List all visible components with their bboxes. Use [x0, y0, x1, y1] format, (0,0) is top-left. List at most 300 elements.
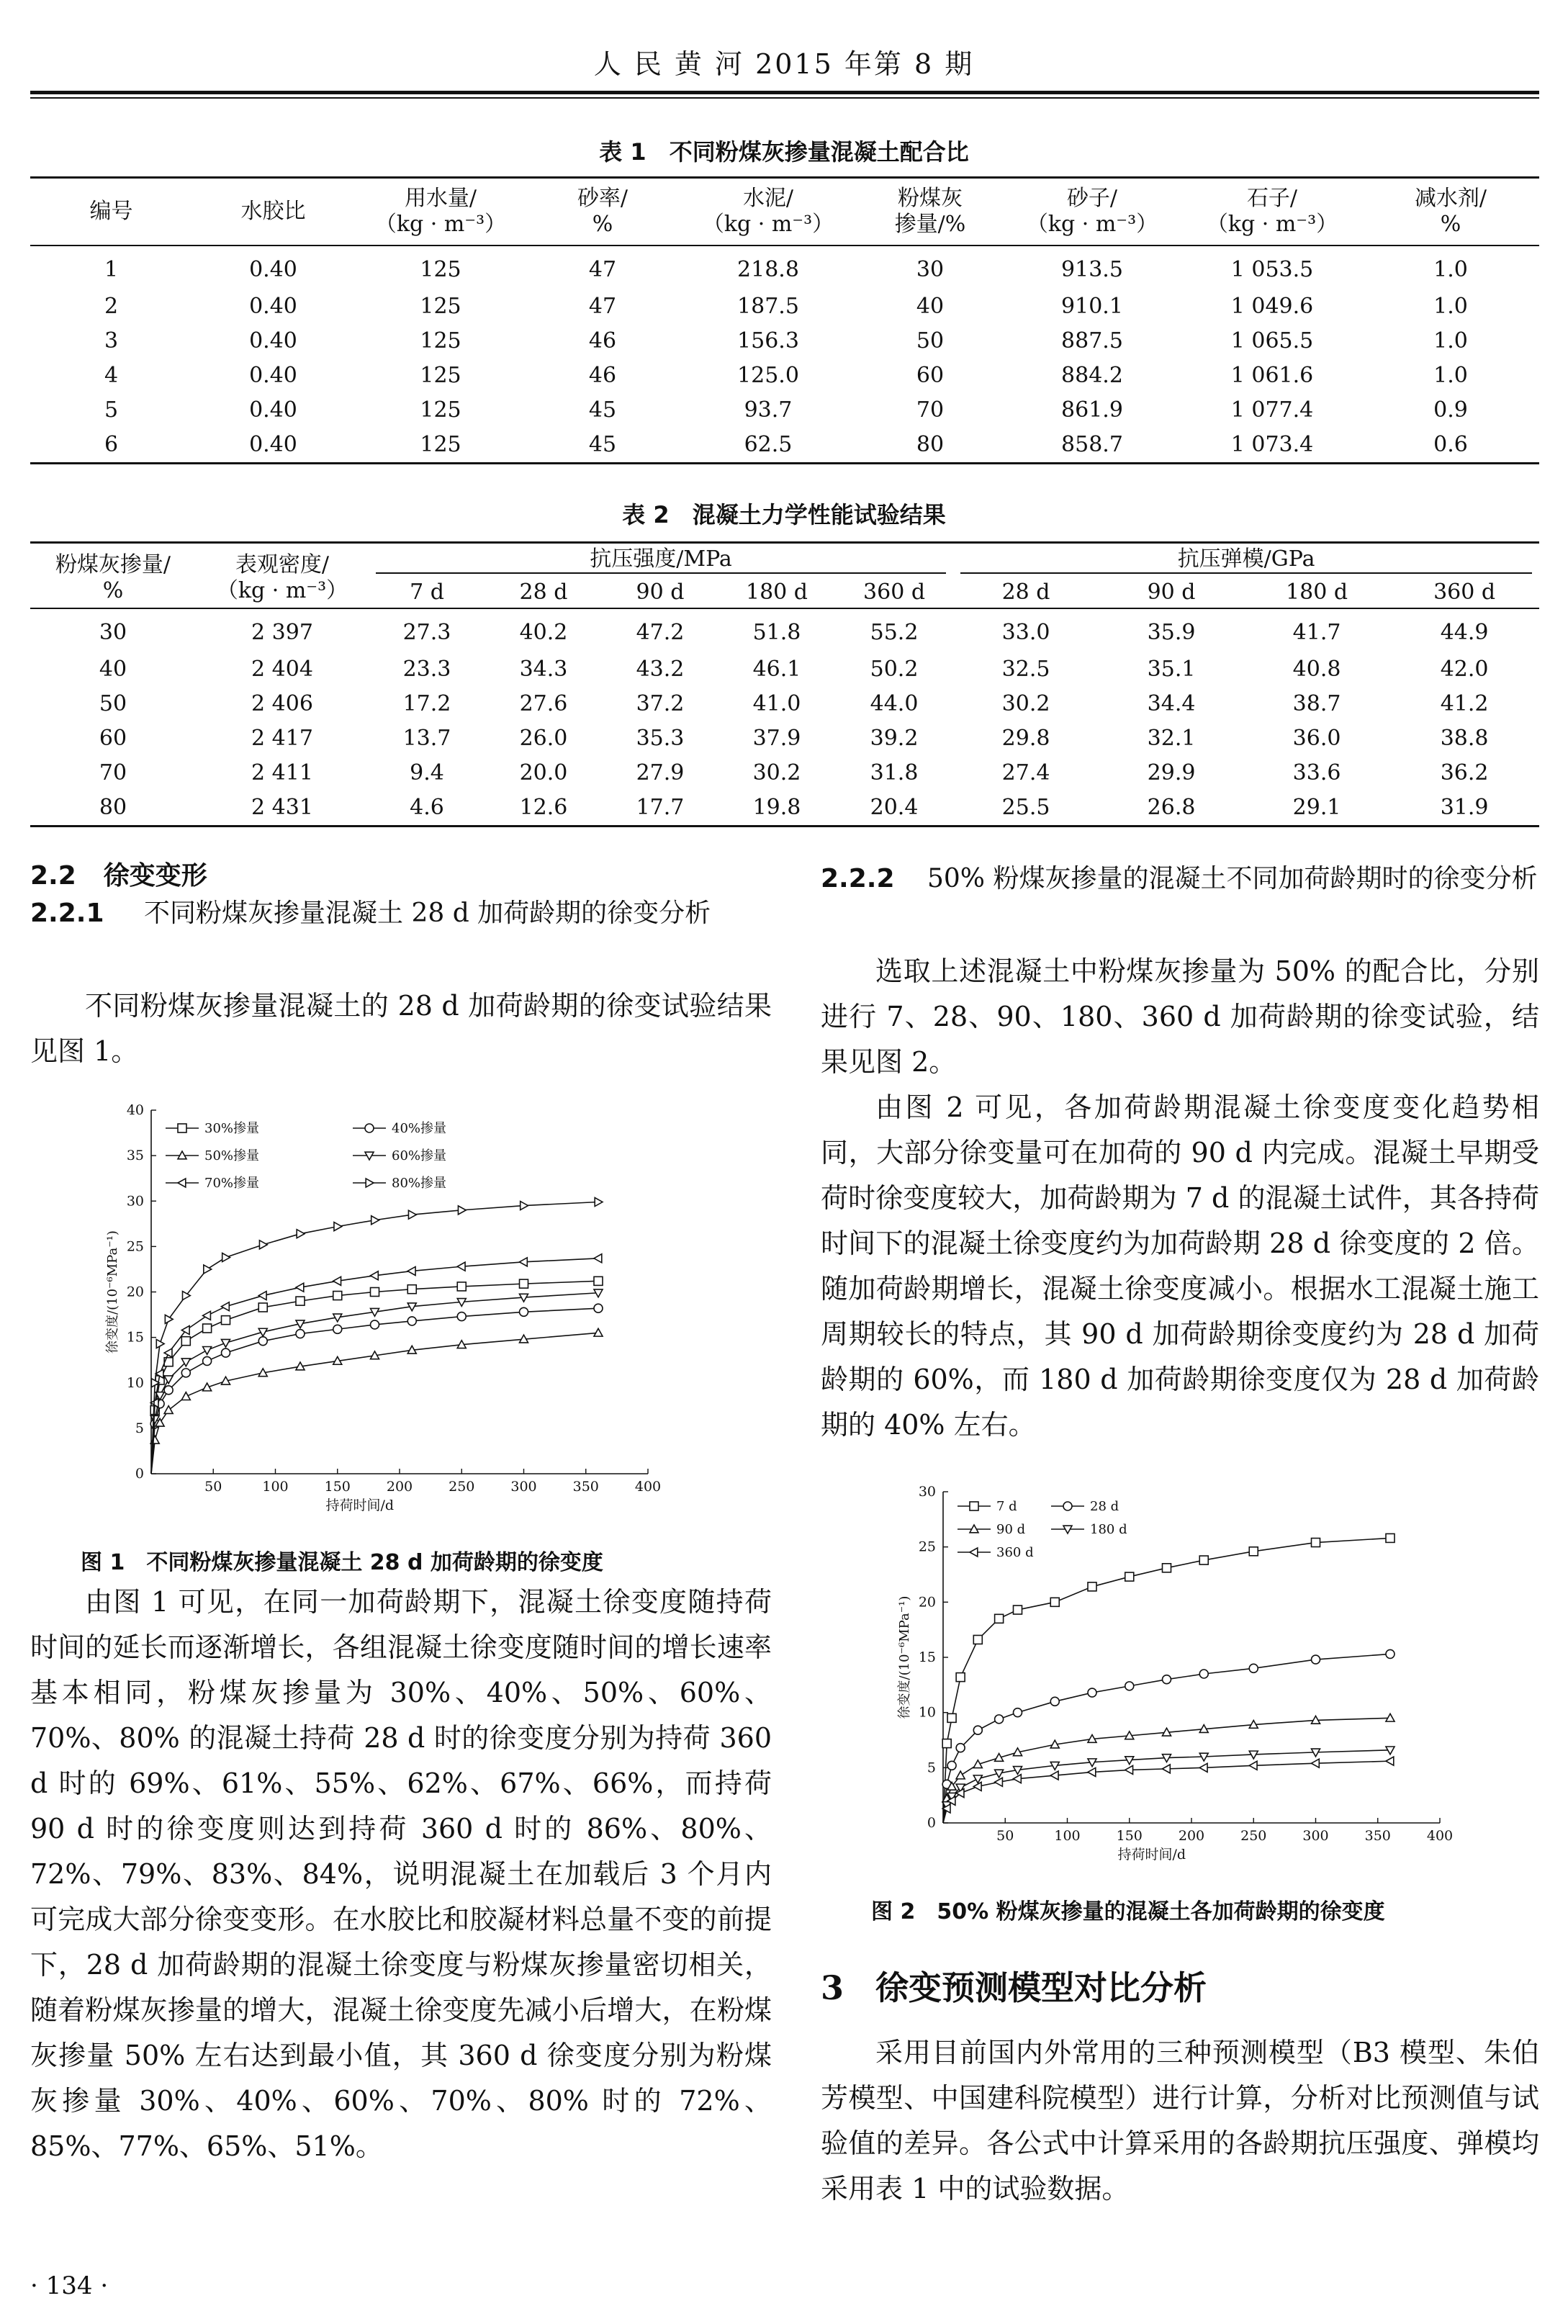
section-2-2-1-number: 2.2.1: [30, 898, 104, 928]
t2-cell: 39.2: [870, 726, 919, 751]
legend-marker: [1063, 1502, 1072, 1510]
data-point: [156, 1339, 164, 1348]
section-3-heading: [821, 1962, 1207, 2009]
data-point: [1088, 1767, 1096, 1776]
legend-label: 360 d: [996, 1545, 1034, 1560]
data-point: [371, 1320, 379, 1329]
data-point: [1386, 1649, 1394, 1658]
t1-header-cell: [354, 178, 527, 246]
t2-header-strength-age: 90 d: [636, 579, 685, 605]
figure-1-caption: 图 1 不同粉煤灰掺量混凝土 28 d 加荷龄期的徐变度: [81, 1550, 603, 1575]
t2-cell: 29.9: [1147, 760, 1196, 785]
t2-cell: 46.1: [752, 657, 801, 682]
legend-label: 40%掺量: [392, 1121, 447, 1136]
t1-cell: 1.0: [1433, 294, 1468, 319]
t2-header-density-l2: （kg · m⁻³）: [216, 577, 348, 603]
t2-header-modulus-label: 抗压弹模/GPa: [960, 546, 1532, 574]
t1-cell: 125: [420, 432, 461, 457]
t1-cell: 46: [588, 363, 617, 388]
paragraph-fig1: [30, 1580, 772, 2169]
table-row: [30, 756, 1539, 791]
t2-cell: 80: [99, 795, 127, 820]
section-2-2-2-heading: [821, 857, 1541, 901]
t1-header-cell: [192, 178, 354, 246]
t1-header-line: 石子/: [1246, 186, 1298, 211]
data-point: [594, 1304, 603, 1312]
t1-cell: 0.9: [1433, 397, 1468, 423]
section-2-2-2-title: 50% 粉煤灰掺量的混凝土不同加荷龄期时的徐变分析: [927, 864, 1538, 893]
x-axis-label: 持荷时间/d: [1117, 1847, 1186, 1863]
y-tick-label: 40: [126, 1102, 144, 1118]
t2-cell: 38.7: [1292, 691, 1341, 716]
t2-cell: 17.2: [402, 691, 451, 716]
paragraph-2-2-1-text: 不同粉煤灰掺量混凝土的 28 d 加荷龄期的徐变试验结果见图 1。: [30, 990, 772, 1067]
table-row: [30, 608, 1539, 652]
t2-cell: 35.3: [636, 726, 685, 751]
t1-header-line: %: [1440, 212, 1461, 237]
data-point: [457, 1262, 465, 1271]
figure-2-chart: [897, 1476, 1458, 1879]
y-tick-label: 15: [918, 1649, 936, 1665]
x-tick-label: 200: [1178, 1828, 1205, 1844]
t1-cell: 156.3: [737, 328, 799, 353]
y-tick-label: 0: [135, 1466, 144, 1482]
legend-label: 50%掺量: [204, 1148, 260, 1163]
data-point: [259, 1240, 267, 1249]
t2-header-strength-label: 抗压强度/MPa: [376, 546, 946, 574]
t1-cell: 125.0: [737, 363, 799, 388]
t2-cell: 37.2: [636, 691, 685, 716]
data-point: [973, 1726, 982, 1734]
t2-cell: 60: [99, 726, 127, 751]
section-3-number: 3: [821, 1968, 844, 2007]
data-point: [995, 1778, 1003, 1786]
data-point: [407, 1317, 416, 1325]
x-tick-label: 100: [1054, 1828, 1081, 1844]
t1-header-line: （kg · m⁻³）: [1026, 212, 1158, 237]
data-point: [407, 1266, 415, 1275]
t1-cell: 1 073.4: [1230, 432, 1314, 457]
t2-cell: 33.0: [1001, 620, 1050, 645]
legend: [958, 1499, 1127, 1560]
x-tick-label: 150: [324, 1479, 351, 1495]
data-point: [458, 1206, 466, 1215]
t1-cell: 125: [420, 363, 461, 388]
t2-header-fly-ash-l1: 粉煤灰掺量/: [55, 551, 171, 577]
y-tick-label: 20: [126, 1284, 144, 1300]
t2-cell: 2 397: [251, 620, 313, 645]
t2-header-modulus: [953, 543, 1539, 577]
data-point: [1050, 1771, 1058, 1780]
t1-cell: 910.1: [1061, 294, 1123, 319]
x-tick-label: 350: [572, 1479, 599, 1495]
section-2-2-heading: [30, 855, 207, 892]
x-tick-label: 350: [1364, 1828, 1391, 1844]
y-tick-label: 5: [135, 1420, 144, 1436]
t2-cell: 25.5: [1001, 795, 1050, 820]
t2-header-fly-ash-l2: %: [102, 577, 124, 603]
table-row: [30, 652, 1539, 687]
legend-label: 90 d: [996, 1522, 1026, 1537]
data-point: [203, 1311, 211, 1320]
paragraph-3-text: 采用目前国内外常用的三种预测模型（B3 模型、朱伯芳模型、中国建科院模型）进行计算，分析对比预测值与试验值的差异。各公式中计算采用的各龄期抗压强度、弹模均采用表 1 中的试验数据。: [821, 2037, 1539, 2204]
t2-cell: 43.2: [636, 657, 685, 682]
y-tick-label: 25: [126, 1238, 144, 1255]
data-point: [204, 1265, 212, 1274]
x-tick-label: 400: [1426, 1828, 1454, 1844]
t1-cell: 4: [104, 363, 119, 388]
data-point: [1386, 1757, 1394, 1765]
t1-header-line: 砂子/: [1066, 186, 1118, 211]
t2-cell: 36.2: [1440, 760, 1489, 785]
table1-caption: 表 1 不同粉煤灰掺量混凝土配合比: [599, 138, 969, 166]
t1-header-line: （kg · m⁻³）: [702, 212, 834, 237]
t1-cell: 125: [420, 294, 461, 319]
x-tick-label: 250: [449, 1479, 475, 1495]
data-point: [1088, 1688, 1096, 1697]
series-5: [151, 1198, 603, 1474]
data-point: [973, 1635, 982, 1644]
t2-cell: 44.9: [1440, 620, 1489, 645]
data-point: [947, 1761, 956, 1770]
t1-cell: 30: [916, 257, 945, 282]
t2-header-strength-age: 28 d: [519, 579, 568, 605]
t1-header-cell: [1002, 178, 1182, 246]
data-point: [1312, 1655, 1320, 1664]
data-point: [1199, 1556, 1208, 1564]
t2-cell: 36.0: [1292, 726, 1341, 751]
t2-cell: 40.8: [1292, 657, 1341, 682]
t2-cell: 27.6: [519, 691, 568, 716]
data-point: [1199, 1670, 1208, 1678]
data-point: [203, 1324, 212, 1333]
table-row: [30, 289, 1539, 324]
t2-cell: 2 431: [251, 795, 313, 820]
t1-header-line: %: [592, 212, 613, 237]
t2-cell: 41.2: [1440, 691, 1489, 716]
data-point: [371, 1288, 379, 1297]
data-point: [371, 1216, 379, 1225]
y-tick-label: 20: [918, 1594, 936, 1611]
legend-label: 30%掺量: [204, 1121, 260, 1136]
t2-cell: 33.6: [1292, 760, 1341, 785]
t1-header-line: 掺量/%: [894, 212, 966, 237]
t1-header-cell: [30, 178, 192, 246]
t1-cell: 187.5: [737, 294, 799, 319]
series-1: [150, 1304, 603, 1474]
t1-cell: 1: [104, 257, 119, 282]
y-axis-label: 徐变度/(10⁻⁶MPa⁻¹): [105, 1230, 120, 1354]
data-point: [1125, 1572, 1134, 1581]
t1-cell: 1 065.5: [1230, 328, 1314, 353]
y-tick-label: 35: [126, 1148, 144, 1164]
x-tick-label: 50: [204, 1479, 222, 1495]
paragraph-fig1-text: 由图 1 可见，在同一加荷龄期下，混凝土徐变度随持荷时间的延长而逐渐增长，各组混凝土徐变度随时间的增长速率基本相同，粉煤灰掺量为 30%、40%、50%、60%、70%、80% 的混凝土持荷 28 d 时的徐变度分别为持荷 360 d 时的 69%、61%、55%、62%、67%、66%，而持荷 90 d 时的徐变度则达到持荷 360 d 时的 86%、80%、72%、79%、83%、84%，说明混凝土在加载后 3 个月内可完成大部分徐变变形。在水胶比和胶凝材料总量不变的前提下，28 d 加荷龄期的混凝土徐变度与粉煤灰掺量密切相关，随着粉煤灰掺量的增大，混凝土徐变度先减小后增大，在粉煤灰掺量 50% 左右达到最小值，其 360 d 徐变度分别为粉煤灰掺量 30%、40%、60%、70%、80% 时的 72%、85%、77%、65%、51%。: [30, 1586, 772, 2162]
y-tick-label: 5: [927, 1760, 936, 1776]
table-row: [30, 324, 1539, 359]
t2-cell: 32.1: [1147, 726, 1196, 751]
t2-cell: 27.3: [402, 620, 451, 645]
t2-cell: 44.0: [870, 691, 919, 716]
y-tick-label: 10: [126, 1374, 144, 1391]
table2-caption: 表 2 混凝土力学性能试验结果: [622, 501, 946, 528]
data-point: [258, 1292, 266, 1300]
legend-marker: [178, 1124, 186, 1132]
t2-cell: 30.2: [1001, 691, 1050, 716]
data-point: [1014, 1708, 1022, 1717]
x-axis-label: 持荷时间/d: [325, 1497, 395, 1513]
t2-header-strength-age: 180 d: [745, 579, 808, 605]
paragraph-2-2-2a-text: 选取上述混凝土中粉煤灰掺量为 50% 的配合比，分别进行 7、28、90、180、360 d 加荷龄期的徐变试验，结果见图 2。: [821, 955, 1539, 1078]
t1-header-line: （kg · m⁻³）: [374, 212, 507, 237]
data-point: [1312, 1539, 1320, 1547]
y-tick-label: 30: [918, 1484, 936, 1500]
t2-cell: 23.3: [402, 657, 451, 682]
t1-cell: 0.40: [249, 257, 297, 282]
data-point: [297, 1230, 305, 1238]
t2-header-modulus-age: 180 d: [1286, 579, 1348, 605]
data-point: [1050, 1598, 1059, 1606]
t2-header-strength-age: 7 d: [410, 579, 444, 605]
data-point: [296, 1330, 305, 1338]
data-point: [457, 1312, 466, 1321]
t1-cell: 3: [104, 328, 119, 353]
legend-label: 28 d: [1090, 1499, 1119, 1514]
t2-cell: 31.8: [870, 760, 919, 785]
t1-cell: 5: [104, 397, 119, 423]
data-point: [164, 1376, 173, 1384]
data-point: [1163, 1564, 1171, 1572]
data-point: [595, 1198, 603, 1207]
t1-cell: 218.8: [737, 257, 799, 282]
t1-cell: 40: [916, 294, 945, 319]
figure-2-caption: 图 2 50% 粉煤灰掺量的混凝土各加荷龄期的徐变度: [871, 1899, 1385, 1924]
t2-cell: 50.2: [870, 657, 919, 682]
t1-header-cell: [527, 178, 678, 246]
legend-marker: [970, 1502, 978, 1510]
header-rule-thin: [30, 97, 1539, 99]
data-point: [1050, 1697, 1059, 1706]
t2-cell: 31.9: [1440, 795, 1489, 820]
data-point: [520, 1307, 528, 1316]
data-point: [181, 1337, 190, 1346]
t2-cell: 32.5: [1001, 657, 1050, 682]
t1-header-cell: [678, 178, 858, 246]
data-point: [222, 1316, 230, 1325]
x-tick-label: 100: [262, 1479, 289, 1495]
t1-cell: 1.0: [1433, 257, 1468, 282]
data-point: [258, 1337, 267, 1346]
series-3: [150, 1289, 603, 1474]
series-4: [150, 1254, 602, 1474]
y-tick-label: 15: [126, 1329, 144, 1346]
data-point: [1199, 1763, 1207, 1772]
t2-header-strength: [369, 543, 953, 577]
legend-label: 80%掺量: [392, 1176, 447, 1191]
t2-header-density: [196, 543, 369, 609]
data-point: [296, 1283, 304, 1292]
data-point: [1163, 1765, 1171, 1773]
t2-cell: 26.0: [519, 726, 568, 751]
series-4: [942, 1757, 1394, 1823]
data-point: [296, 1297, 305, 1305]
data-point: [371, 1271, 379, 1280]
t1-cell: 45: [588, 397, 617, 423]
data-point: [1014, 1775, 1022, 1783]
t2-cell: 50: [99, 691, 127, 716]
y-tick-label: 10: [918, 1704, 936, 1721]
t2-cell: 55.2: [870, 620, 919, 645]
t2-cell: 12.6: [519, 795, 568, 820]
data-point: [594, 1328, 603, 1336]
y-axis-label: 徐变度/(10⁻⁶MPa⁻¹): [897, 1595, 912, 1719]
section-2-2-title: 徐变变形: [103, 861, 207, 891]
t2-cell: 34.4: [1147, 691, 1196, 716]
table-row: [30, 393, 1539, 428]
t1-cell: 1 061.6: [1230, 363, 1314, 388]
t1-cell: 1 049.6: [1230, 294, 1314, 319]
t2-cell: 4.6: [410, 795, 444, 820]
table-row: [30, 359, 1539, 393]
series-2: [150, 1328, 603, 1474]
t2-cell: 42.0: [1440, 657, 1489, 682]
data-point: [1386, 1533, 1394, 1542]
t1-cell: 0.40: [249, 397, 297, 423]
header-rule: [30, 91, 1539, 94]
t2-cell: 29.8: [1001, 726, 1050, 751]
data-point: [258, 1303, 267, 1312]
t1-cell: 0.6: [1433, 432, 1468, 457]
t1-cell: 62.5: [744, 432, 793, 457]
data-point: [181, 1392, 190, 1400]
series-0: [150, 1276, 603, 1474]
x-tick-label: 50: [996, 1828, 1014, 1844]
data-point: [1249, 1664, 1258, 1672]
data-point: [181, 1326, 189, 1335]
t2-cell: 20.4: [870, 795, 919, 820]
data-point: [164, 1406, 173, 1414]
t2-cell: 38.8: [1440, 726, 1489, 751]
series-line: [151, 1308, 598, 1474]
table2: [30, 541, 1539, 827]
t1-cell: 47: [588, 294, 617, 319]
data-point: [408, 1210, 416, 1219]
data-point: [1125, 1765, 1133, 1774]
data-point: [594, 1276, 603, 1285]
t1-header-line: 水胶比: [240, 199, 306, 224]
t2-cell: 40.2: [519, 620, 568, 645]
x-tick-label: 400: [634, 1479, 662, 1495]
section-2-2-1-heading: [30, 891, 772, 936]
t1-cell: 125: [420, 397, 461, 423]
t1-cell: 913.5: [1061, 257, 1123, 282]
paragraph-2-2-2b-text: 由图 2 可见，各加荷龄期混凝土徐变度变化趋势相同，大部分徐变量可在加荷的 90 d 内完成。混凝土早期受荷时徐变度较大，加荷龄期为 7 d 的混凝土试件，其各持荷时间下的混凝土徐变度约为加荷龄期 28 d 徐变度的 2 倍。随加荷龄期增长，混凝土徐变度减小。根据水工混凝土施工周期较长的特点，其 90 d 加荷龄期徐变度约为 28 d 加荷龄期的 60%，而 180 d 加荷龄期徐变度仅为 28 d 加荷龄期的 40% 左右。: [821, 1091, 1539, 1441]
y-tick-label: 25: [918, 1539, 936, 1555]
figure-1-chart: [105, 1094, 670, 1533]
t2-cell: 2 404: [251, 657, 313, 682]
table-row: [30, 721, 1539, 756]
t1-cell: 6: [104, 432, 119, 457]
t2-cell: 26.8: [1147, 795, 1196, 820]
t1-cell: 1 053.5: [1230, 257, 1314, 282]
data-point: [956, 1673, 965, 1682]
t1-cell: 125: [420, 257, 461, 282]
data-point: [222, 1302, 230, 1311]
t2-cell: 40: [99, 657, 127, 682]
running-header: 人 民 黄 河 2015 年第 8 期: [593, 48, 975, 80]
data-point: [520, 1279, 528, 1288]
page-number: · 134 ·: [30, 2271, 109, 2300]
x-tick-label: 150: [1116, 1828, 1143, 1844]
data-point: [333, 1276, 341, 1285]
section-3-title: 徐变预测模型对比分析: [875, 1968, 1207, 2007]
t2-cell: 20.0: [519, 760, 568, 785]
data-point: [956, 1744, 965, 1752]
data-point: [594, 1254, 602, 1263]
t1-cell: 47: [588, 257, 617, 282]
legend-label: 7 d: [996, 1499, 1017, 1514]
data-point: [1249, 1547, 1258, 1556]
table-row: [30, 428, 1539, 464]
x-tick-label: 250: [1240, 1828, 1267, 1844]
data-point: [1312, 1759, 1320, 1767]
t1-header-line: 减水剂/: [1414, 186, 1487, 211]
t1-cell: 1.0: [1433, 363, 1468, 388]
data-point: [203, 1347, 212, 1355]
t1-header-line: （kg · m⁻³）: [1206, 212, 1338, 237]
data-point: [1088, 1582, 1096, 1591]
data-point: [520, 1258, 528, 1266]
data-point: [995, 1715, 1004, 1724]
t1-header-cell: [858, 178, 1002, 246]
series-line: [151, 1202, 598, 1474]
data-point: [942, 1739, 951, 1748]
t2-cell: 2 406: [251, 691, 313, 716]
t1-cell: 1 077.4: [1230, 397, 1314, 423]
data-point: [181, 1369, 190, 1377]
t2-cell: 41.0: [752, 691, 801, 716]
table1: [30, 176, 1539, 464]
data-point: [407, 1285, 416, 1294]
t1-cell: 125: [420, 328, 461, 353]
t2-cell: 2 411: [251, 760, 313, 785]
t2-header-modulus-age: 28 d: [1001, 579, 1050, 605]
t1-cell: 0.40: [249, 328, 297, 353]
t1-cell: 70: [916, 397, 945, 423]
data-point: [333, 1292, 342, 1300]
t2-header-fly-ash: [30, 543, 196, 609]
paragraph-2-2-1: [30, 983, 772, 1074]
t1-cell: 0.40: [249, 432, 297, 457]
t2-cell: 9.4: [410, 760, 444, 785]
legend-marker: [178, 1179, 186, 1187]
t1-header-line: 用水量/: [404, 186, 477, 211]
paragraph-3: [821, 2030, 1539, 2212]
t1-cell: 50: [916, 328, 945, 353]
data-point: [334, 1222, 342, 1231]
data-point: [947, 1713, 956, 1722]
t2-cell: 51.8: [752, 620, 801, 645]
t1-cell: 45: [588, 432, 617, 457]
t2-cell: 2 417: [251, 726, 313, 751]
t1-cell: 46: [588, 328, 617, 353]
t1-cell: 93.7: [744, 397, 793, 423]
legend-marker: [970, 1548, 978, 1557]
t1-cell: 0.40: [249, 363, 297, 388]
t1-cell: 80: [916, 432, 945, 457]
t1-cell: 861.9: [1061, 397, 1123, 423]
t1-cell: 858.7: [1061, 432, 1123, 457]
